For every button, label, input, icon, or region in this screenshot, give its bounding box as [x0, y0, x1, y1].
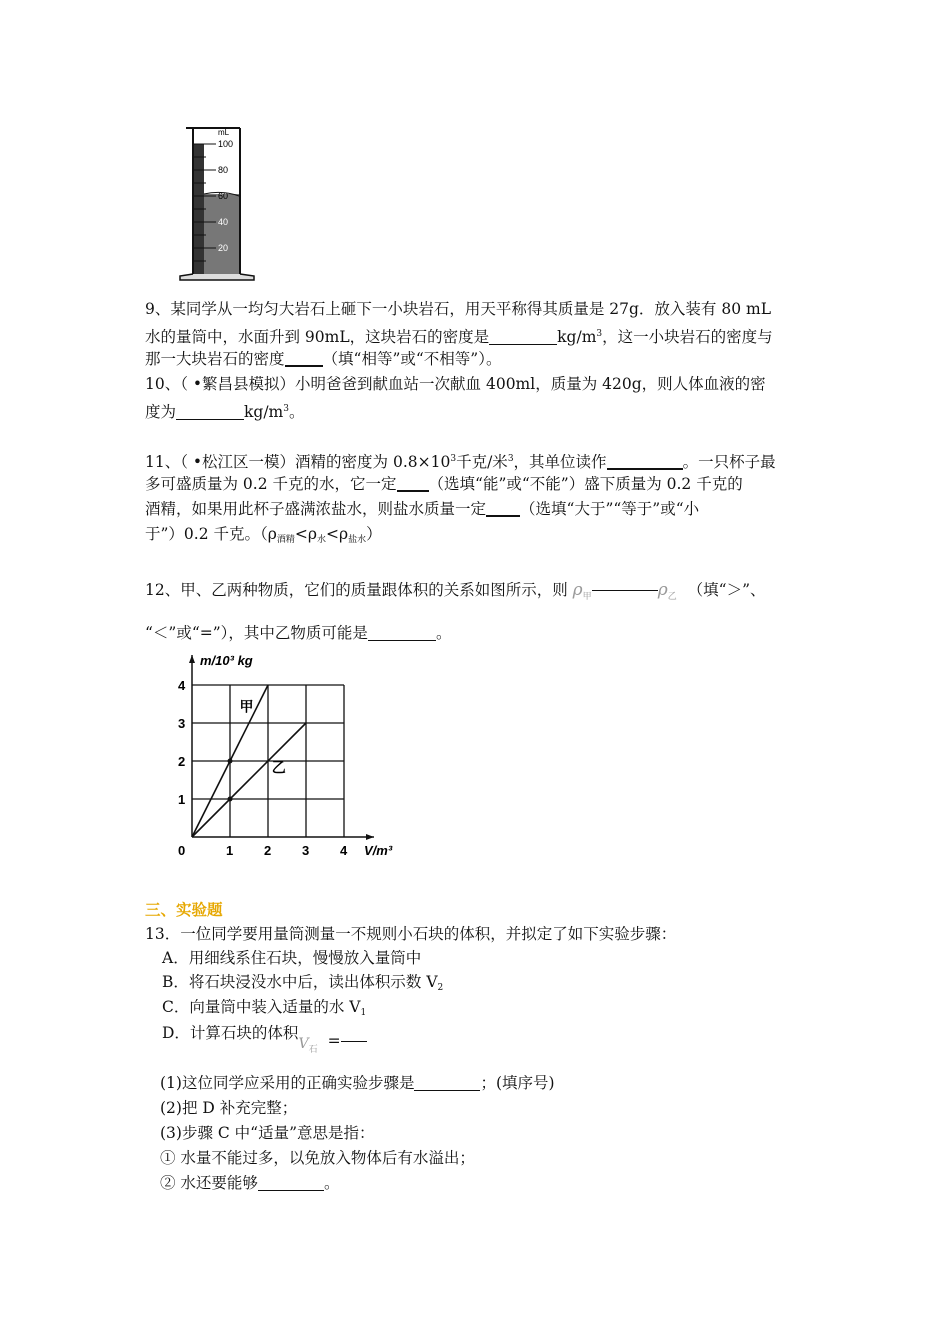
q11-lt-1: <ρ — [294, 525, 317, 543]
q12-rho-yi: $\rho_乙$ — [657, 580, 677, 602]
q13-step-a: A．用细线系住石块，慢慢放入量筒中 — [162, 949, 422, 967]
y-tick-label: 1 — [178, 792, 186, 807]
q13-step-c-text: C．向量筒中装入适量的水 V — [162, 998, 361, 1016]
q12-compare-blank[interactable] — [592, 575, 658, 591]
q10-text: 度为 — [145, 403, 177, 421]
q11-text6: 酒精，如果用此杯子盛满浓盐水，则盐水质量一定 — [145, 500, 487, 518]
q9-text3: 那一大块岩石的密度 — [145, 350, 285, 368]
y-tick-label: 4 — [178, 678, 186, 693]
q11-lt-2: <ρ — [326, 525, 349, 543]
q13-sub3: (3)步骤 C 中“适量”意思是指： — [160, 1124, 375, 1142]
x-axis-label: V/m³ — [364, 843, 393, 858]
q13-step-b-text: B．将石块浸没水中后，读出体积示数 V — [162, 973, 438, 991]
x-tick-label: 3 — [302, 843, 310, 858]
y-axis-label: m/10³ kg — [200, 653, 253, 668]
q11-line1: 11、（ •松江区一模）酒精的密度为 $0.8\times 10^3$千克/米$^3$，其单位读作 。一只杯子最 — [145, 453, 776, 471]
q10-line2: 度为 $kg/m^3$。 — [145, 403, 305, 421]
q11-sub-water: 水 — [317, 535, 327, 545]
q13-sub1 — [160, 1071, 830, 1095]
q11-line3 — [145, 497, 815, 521]
q13-intro: 13．一位同学要用量筒测量一不规则小石块的体积，并拟定了如下实验步骤： — [145, 925, 677, 943]
cylinder-unit: mL — [218, 128, 230, 137]
q12-text2: （填“＞”、 — [687, 581, 766, 599]
series-point — [228, 759, 233, 764]
y-tick-label: 2 — [178, 754, 186, 769]
cylinder-tick-100: 100 — [218, 139, 234, 149]
q9-text: 水的量筒中，水面升到 90mL，这块岩石的密度是 — [145, 328, 490, 346]
q11-unit-reading-blank[interactable] — [607, 453, 683, 470]
q11-text8: 于”）0.2 千克。（ρ — [145, 525, 277, 543]
q11-can-blank[interactable] — [397, 475, 429, 492]
q13-step-d-text: D．计算石块的体积 — [162, 1024, 299, 1042]
q9-unit: kg/m — [557, 328, 597, 346]
x-tick-label: 2 — [264, 843, 272, 858]
q11-close: ） — [366, 525, 382, 543]
q10-unit: kg/m — [244, 403, 284, 421]
q11-sub-salt: 盐水 — [348, 535, 367, 545]
q13-order-blank[interactable] — [414, 1075, 480, 1091]
mass-volume-chart — [172, 645, 412, 865]
q13-formula-blank[interactable] — [341, 1026, 367, 1042]
q9-line3 — [145, 347, 815, 371]
q12-line2 — [145, 621, 815, 645]
q11-compare-blank[interactable] — [486, 500, 520, 517]
q13-sub1-text: (1)这位同学应采用的正确实验步骤是 — [160, 1074, 415, 1092]
q9-line1: 9、某同学从一均匀大岩石上砸下一小块岩石，用天平称得其质量是 27g．放入装有 80 mL — [145, 300, 772, 318]
q11-text5: （选填“能”或“不能”）盛下质量为 0.2 千克的 — [428, 475, 743, 493]
series-label-yi: 乙 — [271, 760, 286, 777]
q9-line2: 水的量筒中，水面升到 90mL，这块岩石的密度是 $kg/m^3$，这一小块岩石的密度与 — [145, 328, 773, 346]
q13-step-c-sub: 1 — [360, 1008, 367, 1018]
x-tick-label: 4 — [340, 843, 348, 858]
q11-text: 11、（ •松江区一模）酒精的密度为 0.8×10 — [145, 453, 451, 471]
q10-line1: 10、（ •繁昌县模拟）小明爸爸到献血站一次献血 400ml，质量为 420g，则人体血液的密 — [145, 375, 766, 393]
q9-text-end: ，这一小块岩石的密度与 — [602, 328, 773, 346]
q10-density-blank[interactable] — [176, 404, 244, 420]
origin-label: 0 — [178, 843, 186, 858]
cylinder-tick-20: 20 — [218, 243, 229, 253]
series-point — [228, 797, 233, 802]
q13-purpose-blank[interactable] — [258, 1175, 324, 1191]
q12-text3: “＜”或“=”），其中乙物质可能是 — [145, 624, 368, 642]
section-title: 三、实验题 — [145, 901, 223, 919]
series-label-jia: 甲 — [239, 699, 254, 716]
x-tick-label: 1 — [226, 843, 234, 858]
cylinder-tick-80: 80 — [218, 165, 229, 175]
graduated-cylinder-figure — [172, 124, 262, 284]
q12-rho-jia: $\rho_甲$ — [572, 580, 592, 602]
y-axis-arrow — [189, 655, 195, 663]
q12-material-blank[interactable] — [368, 625, 436, 641]
cylinder-tick-40: 40 — [218, 217, 229, 227]
q11-text7: （选填“大于”“等于”或“小 — [520, 500, 700, 518]
q13-step-b-sub: 2 — [437, 983, 444, 993]
series-line-yi — [192, 723, 306, 837]
q12-line1 — [145, 575, 815, 610]
q13-sub2: (2)把 D 补充完整； — [160, 1099, 298, 1117]
q12-end: 。 — [435, 624, 452, 642]
q13-item2 — [160, 1171, 830, 1195]
q10-end: 。 — [288, 403, 305, 421]
q13-equals: = — [327, 1032, 341, 1050]
q11-sub-alcohol: 酒精 — [276, 535, 295, 545]
q9-text3-end: （填“相等”或“不相等”）。 — [322, 350, 502, 368]
q13-sub1-end: ；(填序号) — [480, 1074, 555, 1092]
q11-unit: 千克/米 — [456, 453, 508, 471]
q11-text2: ，其单位读作 — [513, 453, 607, 471]
q9-density-blank[interactable] — [489, 329, 557, 345]
q9-same-blank[interactable] — [285, 350, 323, 367]
q11-text4: 多可盛质量为 0.2 千克的水，它一定 — [145, 475, 397, 493]
q13-item1: ① 水量不能过多，以免放入物体后有水溢出； — [160, 1149, 475, 1167]
q12-text: 12、甲、乙两种物质，它们的质量跟体积的关系如图所示，则 — [145, 581, 568, 599]
q13-step-d — [162, 1021, 832, 1062]
q13-item2-end: 。 — [323, 1174, 340, 1192]
q11-line4 — [145, 522, 815, 552]
q13-item2-text: ② 水还要能够 — [160, 1174, 258, 1192]
q11-line2 — [145, 472, 815, 496]
q13-v-stone: $V_石$ — [298, 1036, 318, 1055]
y-tick-label: 3 — [178, 716, 186, 731]
x-axis-arrow — [366, 834, 374, 840]
cylinder-tick-60: 60 — [218, 191, 229, 201]
q11-text3: 。一只杯子最 — [682, 453, 776, 471]
